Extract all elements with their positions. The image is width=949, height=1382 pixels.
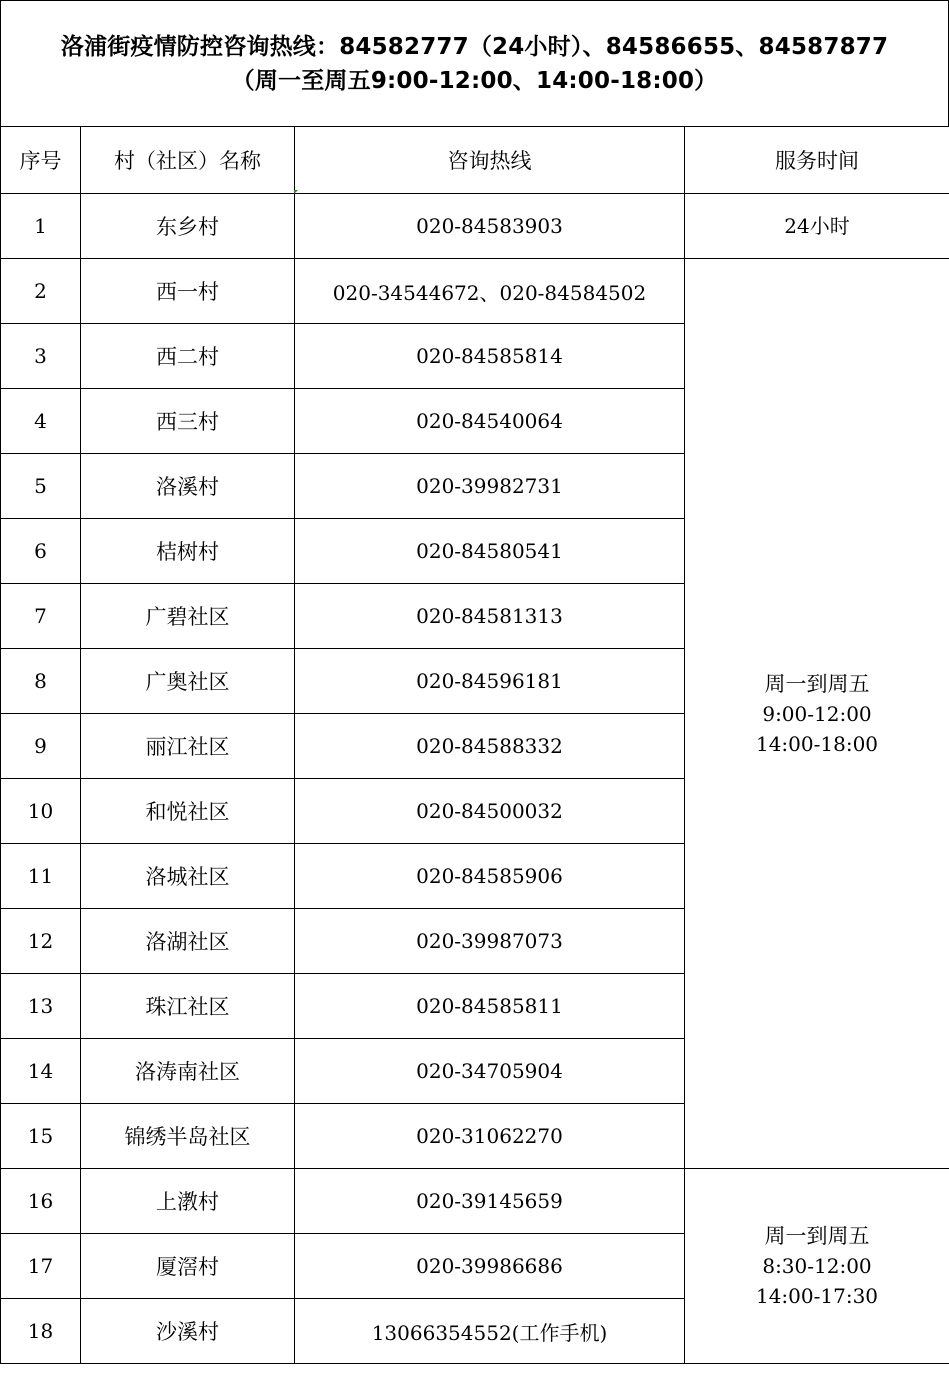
row-name: 厦滘村 (81, 1234, 295, 1299)
hours-cell-24h (685, 194, 949, 259)
row-name: 洛溪村 (81, 454, 295, 519)
row-name: 桔树村 (81, 519, 295, 584)
hours-line: 周一到周五 (764, 671, 870, 696)
row-index: 14 (1, 1039, 81, 1104)
row-index: 15 (1, 1104, 81, 1169)
table-row (1, 194, 949, 259)
row-phone: 020-39145659 (295, 1169, 685, 1234)
row-name: 东乡村 (81, 194, 295, 259)
header-name: 村（社区）名称 (81, 127, 295, 194)
row-index: 5 (1, 454, 81, 519)
hours-line: 14:00-17:30 (755, 1284, 879, 1308)
row-name: 西一村 (81, 259, 295, 324)
row-index: 3 (1, 324, 81, 389)
row-index: 8 (1, 649, 81, 714)
row-name: 珠江社区 (81, 974, 295, 1039)
table-row (1, 259, 949, 324)
row-index: 9 (1, 714, 81, 779)
title-box (0, 0, 949, 127)
row-name: 广奥社区 (81, 649, 295, 714)
row-phone: 020-84585814 (295, 324, 685, 389)
row-phone: 020-84585906 (295, 844, 685, 909)
hours-cell-weekday-a (685, 259, 949, 1169)
hours-line: 8:30-12:00 (762, 1254, 872, 1278)
row-phone: 020-84580541 (295, 519, 685, 584)
hours-line: 周一到周五 (764, 1224, 870, 1248)
row-index: 16 (1, 1169, 81, 1234)
row-phone: 020-31062270 (295, 1104, 685, 1169)
row-index: 18 (1, 1299, 81, 1364)
row-index: 17 (1, 1234, 81, 1299)
title-line-2: （周一至周五9:00-12:00、14:00-18:00） (231, 67, 718, 94)
hours-line: 24小时 (784, 214, 850, 238)
table-header-row (1, 127, 949, 194)
row-name: 广碧社区 (81, 584, 295, 649)
row-phone: 020-39986686 (295, 1234, 685, 1299)
row-name: 丽江社区 (81, 714, 295, 779)
hours-line: 9:00-12:00 (762, 701, 872, 726)
row-phone: 13066354552(工作手机) (295, 1299, 685, 1364)
row-name: 上漖村 (81, 1169, 295, 1234)
row-phone: 020-84500032 (295, 779, 685, 844)
row-index: 2 (1, 259, 81, 324)
row-index: 4 (1, 389, 81, 454)
header-phone: 咨询热线 (295, 127, 685, 194)
row-phone: 020-84588332 (295, 714, 685, 779)
row-index: 13 (1, 974, 81, 1039)
row-index: 11 (1, 844, 81, 909)
row-phone: 020-84585811 (295, 974, 685, 1039)
table-row (1, 1169, 949, 1234)
row-phone: 020-39987073 (295, 909, 685, 974)
title-line-1: 洛浦街疫情防控咨询热线：84582777（24小时）、84586655、84587877 (60, 33, 889, 60)
cell-comment-marker (294, 190, 298, 194)
row-index: 12 (1, 909, 81, 974)
row-phone: 020-39982731 (295, 454, 685, 519)
row-name: 洛湖社区 (81, 909, 295, 974)
row-phone: 020-84596181 (295, 649, 685, 714)
hours-cell-weekday-b (685, 1169, 949, 1364)
row-index: 7 (1, 584, 81, 649)
hours-line: 14:00-18:00 (755, 731, 879, 756)
row-name: 西二村 (81, 324, 295, 389)
header-index: 序号 (1, 127, 81, 194)
row-name: 西三村 (81, 389, 295, 454)
row-index: 6 (1, 519, 81, 584)
row-name: 锦绣半岛社区 (81, 1104, 295, 1169)
header-hours: 服务时间 (685, 127, 949, 194)
row-name: 洛涛南社区 (81, 1039, 295, 1104)
row-phone: 020-34544672、020-84584502 (295, 259, 685, 324)
row-phone: 020-84581313 (295, 584, 685, 649)
row-phone: 020-84583903 (295, 194, 685, 259)
hotline-table (0, 126, 949, 1364)
row-phone: 020-84540064 (295, 389, 685, 454)
row-index: 10 (1, 779, 81, 844)
row-name: 洛城社区 (81, 844, 295, 909)
row-index: 1 (1, 194, 81, 259)
row-name: 沙溪村 (81, 1299, 295, 1364)
row-name: 和悦社区 (81, 779, 295, 844)
row-phone: 020-34705904 (295, 1039, 685, 1104)
